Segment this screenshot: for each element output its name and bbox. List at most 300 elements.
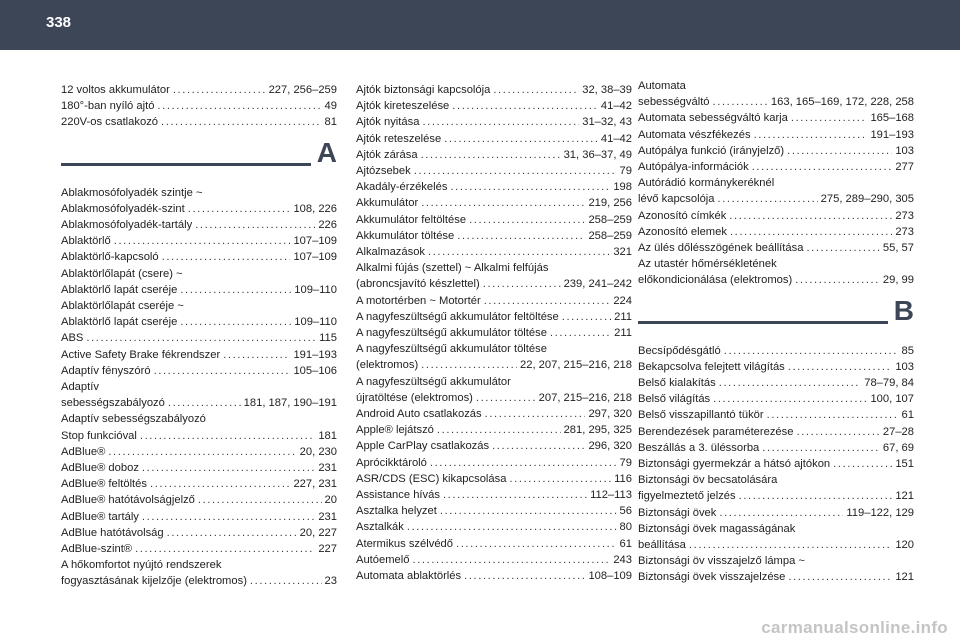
entry-page-ref[interactable]: 32, 38–39 <box>582 84 632 96</box>
entry-term: Biztonsági gyermekzár a hátsó ajtókon <box>638 458 831 471</box>
index-entry <box>61 330 337 346</box>
entry-page-ref[interactable]: 56 <box>619 505 632 518</box>
entry-page-ref[interactable]: 61 <box>901 409 914 422</box>
entry-term: Automata <box>638 80 686 92</box>
entry-page-ref[interactable]: 121 <box>895 571 914 584</box>
dot-leader <box>437 422 561 438</box>
section-header-a <box>61 136 337 185</box>
entry-term: (abroncsjavító készlettel) <box>356 278 480 291</box>
index-entry <box>356 82 632 98</box>
entry-page-ref[interactable]: 108, 226 <box>293 202 337 215</box>
entry-term: Az ülés dőlésszögének beállítása <box>638 242 804 255</box>
index-entry <box>356 195 632 211</box>
entry-page-ref[interactable]: 239, 241–242 <box>563 278 632 291</box>
entry-term: Bekapcsolva felejtett világítás <box>638 360 785 373</box>
entry-term: Ablakmosófolyadék-szint <box>61 202 185 215</box>
entry-page-ref[interactable]: 273 <box>895 209 914 222</box>
entry-page-ref[interactable]: 61 <box>619 537 632 550</box>
dot-leader <box>167 525 297 541</box>
entry-page-ref[interactable]: 231 <box>318 462 337 475</box>
dot-leader <box>485 406 586 422</box>
dot-leader <box>550 325 611 341</box>
index-entry <box>356 179 632 195</box>
entry-term: Biztonsági öv becsatolására <box>638 474 778 487</box>
dot-leader <box>719 505 843 521</box>
entry-page-ref[interactable]: 121 <box>895 490 914 503</box>
entry-term: Az utastér hőmérsékletének <box>638 258 777 271</box>
index-entry <box>356 455 632 471</box>
entry-page-ref[interactable]: 81 <box>324 116 337 129</box>
entry-term: Android Auto csatlakozás <box>356 408 482 421</box>
entry-page-ref[interactable]: 108–109 <box>588 570 632 583</box>
index-entry <box>61 298 337 330</box>
dot-leader <box>806 240 879 256</box>
entry-term: Adaptív sebességszabályozó <box>61 413 206 426</box>
entry-term: Active Safety Brake fékrendszer <box>61 348 221 361</box>
dot-leader <box>493 82 579 98</box>
entry-page-ref[interactable]: 165–168 <box>870 112 914 125</box>
index-entry <box>356 341 632 373</box>
section-letter: A <box>316 136 337 168</box>
dot-leader <box>157 98 321 114</box>
dot-leader <box>195 217 315 233</box>
dot-leader <box>108 444 296 460</box>
entry-page-ref[interactable]: 227, 231 <box>293 478 337 491</box>
entry-term: AdBlue® doboz <box>61 462 139 475</box>
entry-term: figyelmeztető jelzés <box>638 490 736 503</box>
index-entry <box>356 503 632 519</box>
page-number: 338 <box>46 14 72 31</box>
index-entry <box>356 536 632 552</box>
entry-page-ref[interactable]: 275, 289–290, 305 <box>820 193 914 206</box>
entry-term: (elektromos) <box>356 359 419 372</box>
entry-page-ref[interactable]: 296, 320 <box>588 440 632 453</box>
entry-page-ref[interactable]: 107–109 <box>293 235 337 248</box>
entry-page-ref[interactable]: 109–110 <box>294 283 337 296</box>
dot-leader <box>476 390 536 406</box>
entry-term: sebességváltó <box>638 96 710 109</box>
entry-term: Ablakmosófolyadék szintje ~ <box>61 186 203 199</box>
entry-term: Azonosító elemek <box>638 225 727 238</box>
index-entry <box>356 471 632 487</box>
entry-term: ABS <box>61 332 84 345</box>
dot-leader <box>509 471 611 487</box>
entry-page-ref[interactable]: 23 <box>324 575 337 588</box>
index-entry <box>638 424 914 440</box>
index-entry <box>356 260 632 292</box>
entry-term: Automata ablaktörlés <box>356 570 462 583</box>
dot-leader <box>86 330 316 346</box>
dot-leader <box>173 82 266 98</box>
entry-page-ref[interactable]: 29, 99 <box>882 274 914 287</box>
entry-page-ref[interactable]: 41–42 <box>600 132 632 145</box>
index-entry <box>638 159 914 175</box>
entry-term: Biztonsági övek <box>638 506 717 519</box>
entry-term: Autórádió kormánykeréknél <box>638 177 775 190</box>
index-entry <box>61 249 337 265</box>
dot-leader <box>788 359 893 375</box>
dot-leader <box>180 282 291 298</box>
index-entry <box>356 325 632 341</box>
entry-term: Biztonsági öv visszajelző lámpa ~ <box>638 555 805 568</box>
dot-leader <box>492 438 585 454</box>
index-entry <box>638 505 914 521</box>
entry-page-ref[interactable]: 67, 69 <box>882 441 914 454</box>
entry-page-ref[interactable]: 227, 256–259 <box>268 84 337 96</box>
entry-term: Ablaktörlő lapát cseréje <box>61 316 178 329</box>
section-letter: B <box>893 294 914 326</box>
index-entry <box>638 208 914 224</box>
entry-term: Assistance hívás <box>356 489 440 502</box>
dot-leader <box>150 476 290 492</box>
dot-leader <box>456 536 617 552</box>
dot-leader <box>767 407 899 423</box>
entry-term: Ajtók kireteszelése <box>356 100 450 113</box>
index-entry <box>638 143 914 159</box>
dot-leader <box>452 98 598 114</box>
entry-page-ref[interactable]: 277 <box>895 161 914 174</box>
dot-leader <box>469 212 585 228</box>
dot-leader <box>430 455 617 471</box>
entry-page-ref[interactable]: 219, 256 <box>588 197 632 210</box>
dot-leader <box>796 424 879 440</box>
index-entry <box>638 440 914 456</box>
entry-page-ref[interactable]: 31–32, 43 <box>582 116 632 129</box>
dot-leader <box>421 147 561 163</box>
entry-page-ref[interactable]: 103 <box>895 360 914 373</box>
entry-term: Ablaktörlőlapát cseréje ~ <box>61 300 184 313</box>
entry-page-ref[interactable]: 22, 207, 215–216, 218 <box>520 359 632 372</box>
entry-term: újratöltése (elektromos) <box>356 391 473 404</box>
dot-leader <box>739 488 893 504</box>
entry-term: Ajtók zárása <box>356 148 418 161</box>
index-entry <box>61 444 337 460</box>
dot-leader <box>752 159 893 175</box>
entry-page-ref[interactable]: 281, 295, 325 <box>563 424 632 437</box>
entry-page-ref[interactable]: 109–110 <box>294 316 337 329</box>
dot-leader <box>718 191 818 207</box>
entry-page-ref[interactable]: 227 <box>318 543 337 556</box>
entry-term: AdBlue® feltöltés <box>61 478 147 491</box>
entry-term: Atermikus szélvédő <box>356 537 453 550</box>
index-entry <box>356 147 632 163</box>
page-header-bar <box>0 0 960 50</box>
entry-term: Ajtózsebek <box>356 165 411 178</box>
dot-leader <box>730 224 892 240</box>
entry-page-ref[interactable]: 103 <box>895 144 914 157</box>
index-entry <box>638 472 914 504</box>
index-entry <box>61 476 337 492</box>
entry-term: A nagyfeszültségű akkumulátor töltése <box>356 343 547 356</box>
entry-page-ref[interactable]: 100, 107 <box>870 393 914 406</box>
index-entry <box>638 521 914 553</box>
entry-term: Adaptív fényszóró <box>61 364 151 377</box>
index-entry <box>61 347 337 363</box>
entry-term: AdBlue® tartály <box>61 510 139 523</box>
entry-page-ref[interactable]: 321 <box>613 246 632 259</box>
index-entry <box>638 256 914 288</box>
entry-page-ref[interactable]: 105–106 <box>293 364 337 377</box>
dot-leader <box>762 440 880 456</box>
entry-page-ref[interactable]: 79 <box>619 165 632 178</box>
entry-term: Apple® lejátszó <box>356 424 434 437</box>
section-divider <box>638 321 888 324</box>
dot-leader <box>457 228 585 244</box>
index-entry <box>356 568 632 584</box>
entry-term: Alkalmi fújás (szettel) ~ Alkalmi felfújás <box>356 262 549 275</box>
entry-term: Akkumulátor <box>356 197 419 210</box>
dot-leader <box>180 314 291 330</box>
entry-page-ref[interactable]: 79 <box>619 456 632 469</box>
entry-term: sebességszabályozó <box>61 397 165 410</box>
entry-term: Belső kialakítás <box>638 377 716 390</box>
entry-term: Ablaktörlő <box>61 235 111 248</box>
index-entry <box>61 363 337 379</box>
entry-page-ref[interactable]: 243 <box>613 553 632 566</box>
entry-page-ref[interactable]: 31, 36–37, 49 <box>563 148 632 161</box>
dot-leader <box>787 143 892 159</box>
index-entry <box>356 422 632 438</box>
entry-term: Apple CarPlay csatlakozás <box>356 440 490 453</box>
entry-page-ref[interactable]: 226 <box>318 219 337 232</box>
entry-page-ref[interactable]: 224 <box>613 294 632 307</box>
entry-page-ref[interactable]: 211 <box>614 327 632 340</box>
entry-page-ref[interactable]: 120 <box>895 539 914 552</box>
dot-leader <box>562 309 611 325</box>
entry-term: AdBlue-szint® <box>61 543 133 556</box>
entry-term: Stop funkcióval <box>61 429 137 442</box>
dot-leader <box>422 114 579 130</box>
entry-term: Aprócikktároló <box>356 456 427 469</box>
entry-page-ref[interactable]: 207, 215–216, 218 <box>538 391 632 404</box>
entry-term: Beszállás a 3. üléssorba <box>638 441 760 454</box>
dot-leader <box>754 127 868 143</box>
entry-page-ref[interactable]: 163, 165–169, 172, 228, 258 <box>770 96 914 109</box>
dot-leader <box>791 110 868 126</box>
entry-term: Adaptív <box>61 381 99 394</box>
entry-page-ref[interactable]: 55, 57 <box>882 242 914 255</box>
dot-leader <box>250 573 322 589</box>
entry-page-ref[interactable]: 181, 187, 190–191 <box>243 397 337 410</box>
entry-term: Biztonsági övek visszajelzése <box>638 571 786 584</box>
dot-leader <box>464 568 585 584</box>
dot-leader <box>444 131 598 147</box>
dot-leader <box>713 391 867 407</box>
entry-term: A nagyfeszültségű akkumulátor feltöltése <box>356 310 559 323</box>
index-entry <box>356 519 632 535</box>
entry-page-ref[interactable]: 107–109 <box>293 251 337 264</box>
entry-term: Ablakmosófolyadék-tartály <box>61 219 193 232</box>
dot-leader <box>428 244 610 260</box>
index-entry <box>356 98 632 114</box>
entry-term: Autópálya-információk <box>638 161 749 174</box>
dot-leader <box>724 343 899 359</box>
entry-term: lévő kapcsolója <box>638 193 715 206</box>
index-entry <box>638 127 914 143</box>
entry-page-ref[interactable]: 85 <box>901 344 914 357</box>
entry-page-ref[interactable]: 198 <box>613 181 632 194</box>
entry-term: Alkalmazások <box>356 246 426 259</box>
index-entry <box>61 379 337 411</box>
entry-term: Autópálya funkció (irányjelző) <box>638 144 785 157</box>
index-entry <box>356 244 632 260</box>
entry-term: 220V-os csatlakozó <box>61 116 159 129</box>
entry-term: Belső világítás <box>638 393 711 406</box>
dot-leader <box>719 375 861 391</box>
dot-leader <box>440 503 617 519</box>
entry-page-ref[interactable]: 151 <box>895 458 914 471</box>
dot-leader <box>142 460 315 476</box>
entry-term: Ajtók reteszelése <box>356 132 442 145</box>
entry-term: Becsípődésgátló <box>638 344 721 357</box>
entry-term: AdBlue® hatótávolságjelző <box>61 494 195 507</box>
entry-term: AdBlue hatótávolság <box>61 526 164 539</box>
index-entry <box>638 78 914 110</box>
index-entry <box>356 309 632 325</box>
entry-term: Ablaktörlőlapát (csere) ~ <box>61 267 183 280</box>
index-entry <box>638 240 914 256</box>
index-entry <box>638 407 914 423</box>
index-entry <box>356 163 632 179</box>
entry-term: A nagyfeszültségű akkumulátor <box>356 375 511 388</box>
entry-page-ref[interactable]: 211 <box>614 310 632 323</box>
index-entry <box>61 233 337 249</box>
entry-term: fogyasztásának kijelzője (elektromos) <box>61 575 247 588</box>
entry-term: Akkumulátor feltöltése <box>356 213 467 226</box>
index-entry <box>61 460 337 476</box>
entry-term: 12 voltos akkumulátor <box>61 84 170 96</box>
entry-term: ASR/CDS (ESC) kikapcsolása <box>356 472 507 485</box>
entry-page-ref[interactable]: 116 <box>614 472 632 485</box>
entry-term: Ablaktörlő-kapcsoló <box>61 251 159 264</box>
index-entry <box>61 509 337 525</box>
entry-term: Akadály-érzékelés <box>356 181 448 194</box>
index-entry <box>356 374 632 406</box>
index-entry <box>356 131 632 147</box>
entry-term: Azonosító címkék <box>638 209 727 222</box>
entry-page-ref[interactable]: 49 <box>324 100 337 113</box>
entry-page-ref[interactable]: 115 <box>319 332 337 345</box>
entry-page-ref[interactable]: 191–193 <box>870 128 914 141</box>
dot-leader <box>135 541 315 557</box>
index-entry <box>61 557 337 589</box>
index-entry <box>638 456 914 472</box>
dot-leader <box>421 195 585 211</box>
entry-term: Automata vészfékezés <box>638 128 751 141</box>
section-header-b <box>638 294 914 343</box>
index-entry <box>61 114 337 130</box>
dot-leader <box>414 163 617 179</box>
dot-leader <box>140 428 315 444</box>
dot-leader <box>833 456 892 472</box>
entry-page-ref[interactable]: 27–28 <box>882 425 914 438</box>
index-entry <box>638 110 914 126</box>
index-entry <box>356 487 632 503</box>
index-entry <box>61 98 337 114</box>
index-entry <box>638 343 914 359</box>
entry-term: Ajtók biztonsági kapcsolója <box>356 84 491 96</box>
entry-page-ref[interactable]: 258–259 <box>588 213 632 226</box>
entry-term: Ablaktörlő lapát cseréje <box>61 283 178 296</box>
index-entry <box>61 266 337 298</box>
dot-leader <box>161 114 322 130</box>
index-entry <box>61 411 337 443</box>
dot-leader <box>198 492 322 508</box>
entry-term: Autóemelő <box>356 553 410 566</box>
dot-leader <box>713 94 768 110</box>
index-entry <box>356 438 632 454</box>
index-column-3 <box>638 78 914 586</box>
entry-term: előkondicionálása (elektromos) <box>638 274 793 287</box>
index-entry <box>356 114 632 130</box>
dot-leader <box>413 552 611 568</box>
entry-page-ref[interactable]: 191–193 <box>293 348 337 361</box>
index-column-2 <box>356 82 632 584</box>
index-entry <box>61 82 337 98</box>
entry-term: Asztalka helyzet <box>356 505 437 518</box>
entry-page-ref[interactable]: 20 <box>324 494 337 507</box>
entry-page-ref[interactable]: 41–42 <box>600 100 632 113</box>
index-entry <box>61 492 337 508</box>
index-entry <box>61 217 337 233</box>
index-entry <box>356 552 632 568</box>
dot-leader <box>421 357 517 373</box>
entry-page-ref[interactable]: 258–259 <box>588 229 632 242</box>
entry-term: Ajtók nyitása <box>356 116 420 129</box>
entry-page-ref[interactable]: 78–79, 84 <box>864 377 914 390</box>
dot-leader <box>168 395 241 411</box>
index-entry <box>61 185 337 217</box>
index-column-1 <box>61 82 337 590</box>
index-entry <box>638 391 914 407</box>
index-entry <box>356 406 632 422</box>
entry-page-ref[interactable]: 119–122, 129 <box>846 506 914 519</box>
dot-leader <box>142 509 315 525</box>
entry-page-ref[interactable]: 231 <box>318 510 337 523</box>
entry-term: Asztalkák <box>356 521 404 534</box>
entry-page-ref[interactable]: 20, 227 <box>299 526 337 539</box>
index-entry <box>356 293 632 309</box>
dot-leader <box>188 201 291 217</box>
dot-leader <box>483 276 561 292</box>
entry-term: A nagyfeszültségű akkumulátor töltése <box>356 327 547 340</box>
entry-page-ref[interactable]: 297, 320 <box>588 408 632 421</box>
dot-leader <box>223 347 290 363</box>
entry-term: A hőkomfortot nyújtó rendszerek <box>61 559 222 572</box>
entry-page-ref[interactable]: 112–113 <box>590 489 632 502</box>
entry-page-ref[interactable]: 273 <box>895 225 914 238</box>
index-entry <box>61 525 337 541</box>
entry-term: AdBlue® <box>61 445 106 458</box>
dot-leader <box>689 537 892 553</box>
entry-term: Automata sebességváltó karja <box>638 112 788 125</box>
dot-leader <box>407 519 617 535</box>
entry-page-ref[interactable]: 80 <box>619 521 632 534</box>
dot-leader <box>484 293 611 309</box>
dot-leader <box>154 363 291 379</box>
dot-leader <box>450 179 610 195</box>
dot-leader <box>795 272 880 288</box>
dot-leader <box>788 569 892 585</box>
entry-page-ref[interactable]: 20, 230 <box>299 445 337 458</box>
index-entry <box>638 553 914 585</box>
entry-term: Berendezések paraméterezése <box>638 425 794 438</box>
index-entry <box>638 359 914 375</box>
dot-leader <box>443 487 587 503</box>
index-entry <box>356 212 632 228</box>
entry-term: Belső visszapillantó tükör <box>638 409 764 422</box>
entry-page-ref[interactable]: 181 <box>318 429 337 442</box>
